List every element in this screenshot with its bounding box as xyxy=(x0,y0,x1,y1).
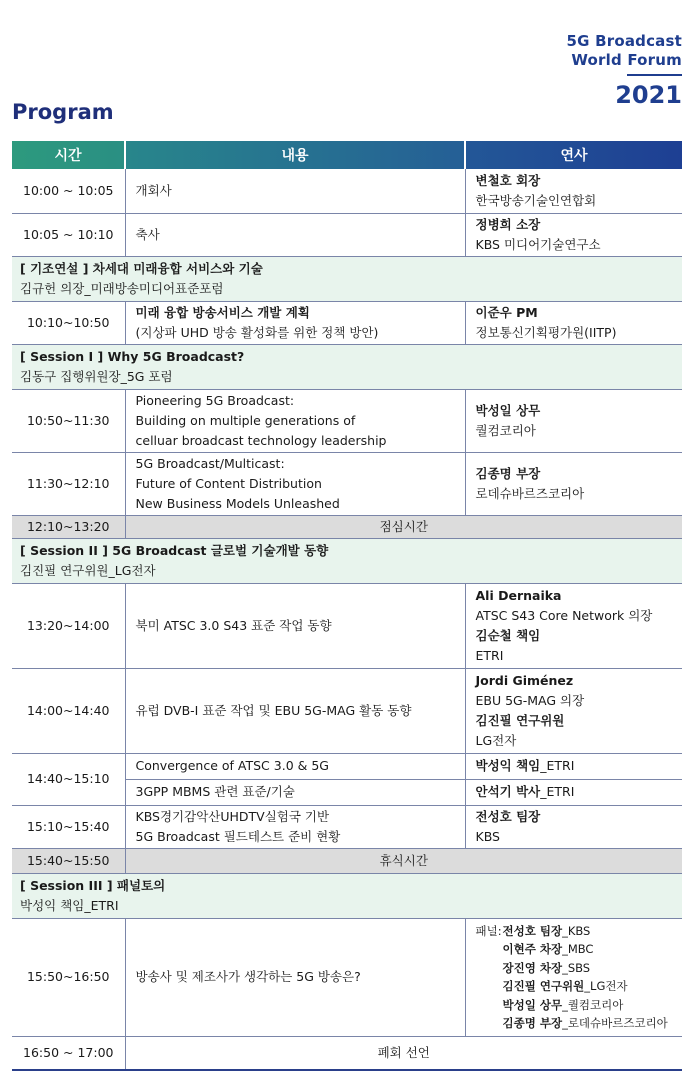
table-row xyxy=(12,389,682,452)
session-chair: 박성익 책임_ETRI xyxy=(20,897,119,913)
table-row xyxy=(12,805,682,848)
row-content: 북미 ATSC 3.0 S43 표준 작업 동향 xyxy=(125,583,465,668)
speaker-org: EBU 5G-MAG 의장 xyxy=(475,692,585,708)
session-title: [ Session II ] 5G Broadcast 글로벌 기술개발 동향 xyxy=(20,542,329,558)
logo-line-1: 5G Broadcast xyxy=(566,32,682,50)
row-speaker xyxy=(465,583,682,668)
content-line: celluar broadcast technology leadership xyxy=(135,432,387,448)
row-speaker xyxy=(465,668,682,753)
session-title: [ Session I ] Why 5G Broadcast? xyxy=(20,348,245,364)
panel-item xyxy=(476,922,673,941)
row-speaker xyxy=(465,301,682,344)
row-speaker xyxy=(465,452,682,515)
panelist-name: 장진영 차장 xyxy=(502,960,563,975)
panel-item xyxy=(476,977,673,996)
panel-list xyxy=(476,920,673,1035)
speaker-name: 박성익 책임 xyxy=(475,758,541,773)
panel-item xyxy=(476,959,673,978)
panelist-name: 전성호 팀장 xyxy=(502,923,563,938)
speaker-org: KBS 미디어기술연구소 xyxy=(475,236,601,252)
header-content: 내용 xyxy=(125,141,465,169)
break-label: 점심시간 xyxy=(125,515,682,538)
speaker-name: 정병희 소장 xyxy=(475,216,541,232)
session-chair: 김동구 집행위원장_5G 포럼 xyxy=(20,368,173,384)
row-speaker xyxy=(465,389,682,452)
closing-label: 폐회 선언 xyxy=(125,1036,682,1070)
speaker-org: 정보통신기획평가원(IITP) xyxy=(475,324,617,340)
row-content: 유럽 DVB-I 표준 작업 및 EBU 5G-MAG 활동 동향 xyxy=(125,668,465,753)
speaker-name: 이준우 PM xyxy=(475,304,538,320)
speaker-name: 김진필 연구위원 xyxy=(475,712,565,728)
panelist-org: _퀄컴코리아 xyxy=(562,997,624,1012)
speaker-org: ATSC S43 Core Network 의장 xyxy=(475,607,653,623)
row-speaker xyxy=(465,779,682,805)
speaker-name: 김순철 책임 xyxy=(475,627,541,643)
content-line: New Business Models Unleashed xyxy=(135,495,340,511)
row-time: 10:00 ~ 10:05 xyxy=(12,169,125,213)
session-cell xyxy=(12,538,682,583)
speaker-org: LG전자 xyxy=(475,732,517,748)
row-time: 15:50~16:50 xyxy=(12,918,125,1036)
panel-item xyxy=(476,1014,673,1033)
table-row xyxy=(12,1036,682,1070)
panelist-name: 이현주 차장 xyxy=(502,942,563,956)
event-logo xyxy=(567,32,682,108)
row-content: 개회사 xyxy=(125,169,465,213)
row-time: 11:30~12:10 xyxy=(12,452,125,515)
logo-divider xyxy=(627,74,682,76)
row-content: Convergence of ATSC 3.0 & 5G xyxy=(125,753,465,779)
row-time: 13:20~14:00 xyxy=(12,583,125,668)
table-row xyxy=(12,169,682,213)
row-time: 14:40~15:10 xyxy=(12,753,125,805)
row-content xyxy=(125,805,465,848)
speaker-org: _ETRI xyxy=(540,784,575,799)
panel-item xyxy=(476,940,673,959)
row-speaker xyxy=(465,213,682,256)
row-content xyxy=(125,301,465,344)
row-content: 축사 xyxy=(125,213,465,256)
panelist-name: 김진필 연구위원 xyxy=(502,979,585,993)
speaker-org: 로데슈바르즈코리아 xyxy=(475,485,585,501)
panel-label: 패널: xyxy=(475,923,502,938)
panelist-org: _로데슈바르즈코리아 xyxy=(562,1016,668,1030)
row-speaker xyxy=(465,805,682,848)
session-cell xyxy=(12,344,682,389)
row-time: 10:05 ~ 10:10 xyxy=(12,213,125,256)
logo-line-2: World Forum xyxy=(571,51,682,69)
table-row xyxy=(12,583,682,668)
table-row xyxy=(12,918,682,1036)
session-chair: 김규헌 의장_미래방송미디어표준포럼 xyxy=(20,280,224,296)
speaker-name: Jordi Giménez xyxy=(475,672,574,688)
content-line: (지상파 UHD 방송 활성화를 위한 정책 방안) xyxy=(135,324,379,340)
session-cell xyxy=(12,873,682,918)
content-line: KBS경기감악산UHDTV실험국 기반 xyxy=(135,808,330,824)
content-line: Pioneering 5G Broadcast: xyxy=(135,392,295,408)
content-line: 미래 융합 방송서비스 개발 계획 xyxy=(135,304,310,320)
speaker-org: _ETRI xyxy=(540,758,575,773)
session-cell xyxy=(12,256,682,301)
row-time: 15:10~15:40 xyxy=(12,805,125,848)
row-time: 16:50 ~ 17:00 xyxy=(12,1036,125,1070)
panelist-org: _LG전자 xyxy=(584,979,628,993)
content-line: Future of Content Distribution xyxy=(135,475,322,491)
session-row xyxy=(12,256,682,301)
table-row xyxy=(12,452,682,515)
row-content: 3GPP MBMS 관련 표준/기술 xyxy=(125,779,465,805)
program-table xyxy=(12,141,682,1071)
panelist-name: 김종명 부장 xyxy=(502,1016,563,1030)
row-time: 12:10~13:20 xyxy=(12,515,125,538)
speaker-name: 김종명 부장 xyxy=(475,465,541,481)
row-speaker xyxy=(465,169,682,213)
row-content: 방송사 및 제조사가 생각하는 5G 방송은? xyxy=(125,918,465,1036)
header-speaker: 연사 xyxy=(465,141,682,169)
row-content xyxy=(125,389,465,452)
panelist-name: 박성일 상무 xyxy=(502,997,563,1012)
session-title: [ 기조연설 ] 차세대 미래융합 서비스와 기술 xyxy=(20,260,263,276)
session-title: [ Session III ] 패널토의 xyxy=(20,877,166,893)
break-row xyxy=(12,848,682,873)
session-chair: 김진필 연구위원_LG전자 xyxy=(20,562,156,578)
row-time: 10:50~11:30 xyxy=(12,389,125,452)
speaker-name: 전성호 팀장 xyxy=(475,808,541,824)
speaker-name: 변철호 회장 xyxy=(475,172,541,188)
speaker-org: ETRI xyxy=(475,647,504,663)
content-line: 5G Broadcast 필드테스트 준비 현황 xyxy=(135,828,341,844)
panelist-org: _KBS xyxy=(562,923,591,938)
row-time: 14:00~14:40 xyxy=(12,668,125,753)
table-row xyxy=(12,753,682,779)
table-row xyxy=(12,213,682,256)
row-speaker xyxy=(465,918,682,1036)
content-line: Building on multiple generations of xyxy=(135,412,356,428)
logo-year: 2021 xyxy=(615,81,682,109)
break-label: 휴식시간 xyxy=(125,848,682,873)
panelist-org: _SBS xyxy=(562,960,591,975)
speaker-name: 안석기 박사 xyxy=(475,784,541,799)
row-time: 10:10~10:50 xyxy=(12,301,125,344)
header-time: 시간 xyxy=(12,141,125,169)
speaker-name: Ali Dernaika xyxy=(475,587,562,603)
break-row xyxy=(12,515,682,538)
panelist-org: _MBC xyxy=(562,942,594,956)
row-time: 15:40~15:50 xyxy=(12,848,125,873)
session-row xyxy=(12,344,682,389)
row-speaker xyxy=(465,753,682,779)
page-title: Program xyxy=(12,100,114,124)
row-content xyxy=(125,452,465,515)
session-row xyxy=(12,538,682,583)
speaker-org: 퀄컴코리아 xyxy=(475,422,536,438)
content-line: 5G Broadcast/Multicast: xyxy=(135,455,285,471)
table-row xyxy=(12,668,682,753)
speaker-org: KBS xyxy=(475,828,500,844)
table-header xyxy=(12,141,682,169)
speaker-org: 한국방송기술인연합회 xyxy=(475,192,597,208)
table-row xyxy=(12,301,682,344)
speaker-name: 박성일 상무 xyxy=(475,402,541,418)
panel-item xyxy=(476,996,673,1015)
session-row xyxy=(12,873,682,918)
